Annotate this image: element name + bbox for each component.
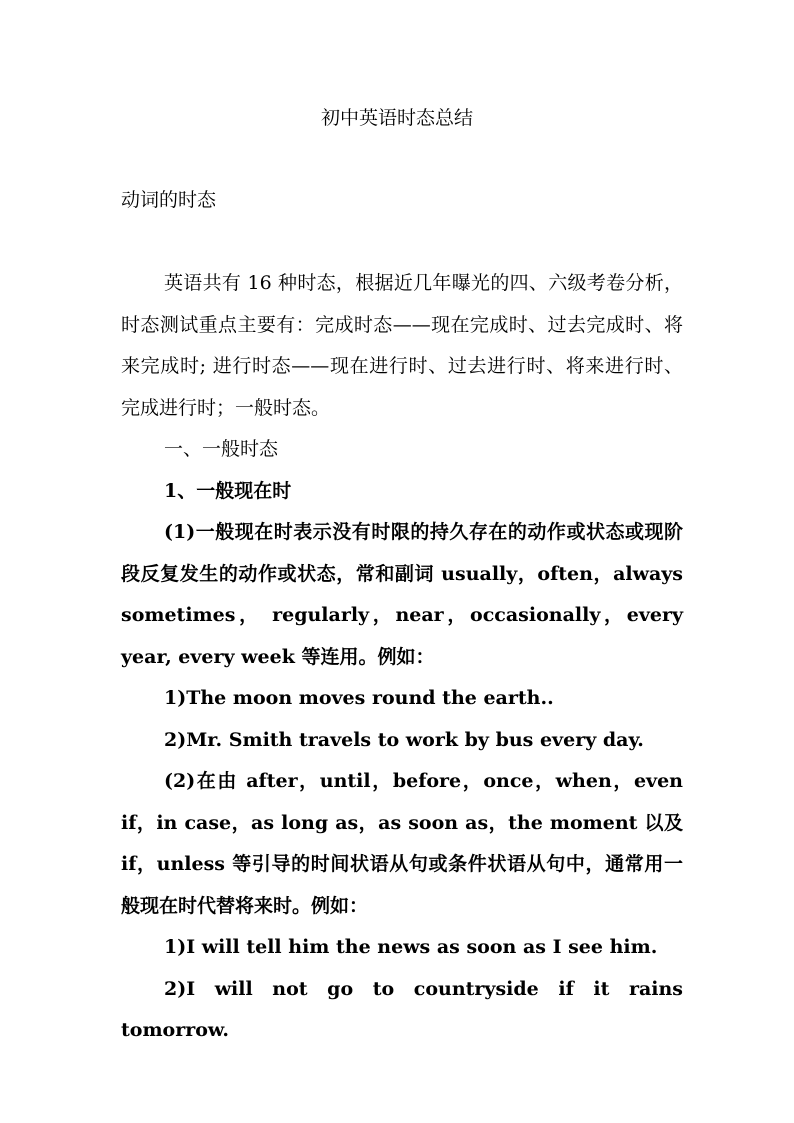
- document-title: 初中英语时态总结: [320, 107, 473, 129]
- example-2-1: 1)I will tell him the news as soon as I see him.: [164, 936, 658, 958]
- example-1-2: 2)Mr. Smith travels to work by bus every day.: [164, 728, 644, 751]
- rule-paragraph-2: (2)在由 after，until，before，once，when，even if，in case，as long as，as soon as，the moment 以及 if，unless 等引导的时间状语从句或条件状语从句中，通常用一般现在时代替将来时。例如：: [121, 770, 683, 917]
- rule-paragraph-1: (1)一般现在时表示没有时限的持久存在的动作或状态或现阶段反复发生的动作或状态，常和副词 usually，often，always sometimes， regularly，near，occasionally，every year, every week 等连用。例如：: [121, 521, 683, 668]
- intro-paragraph: 英语共有 16 种时态，根据近几年曝光的四、六级考卷分析，时态测试重点主要有：完成时态——现在完成时、过去完成时、将来完成时; 进行时态——现在进行时、过去进行时、将来进行时、完成进行时；一般时态。: [121, 272, 683, 419]
- document-body: [121, 263, 683, 1052]
- example-1-1: 1)The moon moves round the earth..: [164, 687, 554, 709]
- example-2-2: 2)I will not go to countryside if it rains tomorrow.: [121, 977, 683, 1041]
- section-heading: 动词的时态: [121, 189, 217, 211]
- heading-general-tense: 一、一般时态: [164, 438, 279, 460]
- heading-simple-present: 1、一般现在时: [164, 479, 292, 502]
